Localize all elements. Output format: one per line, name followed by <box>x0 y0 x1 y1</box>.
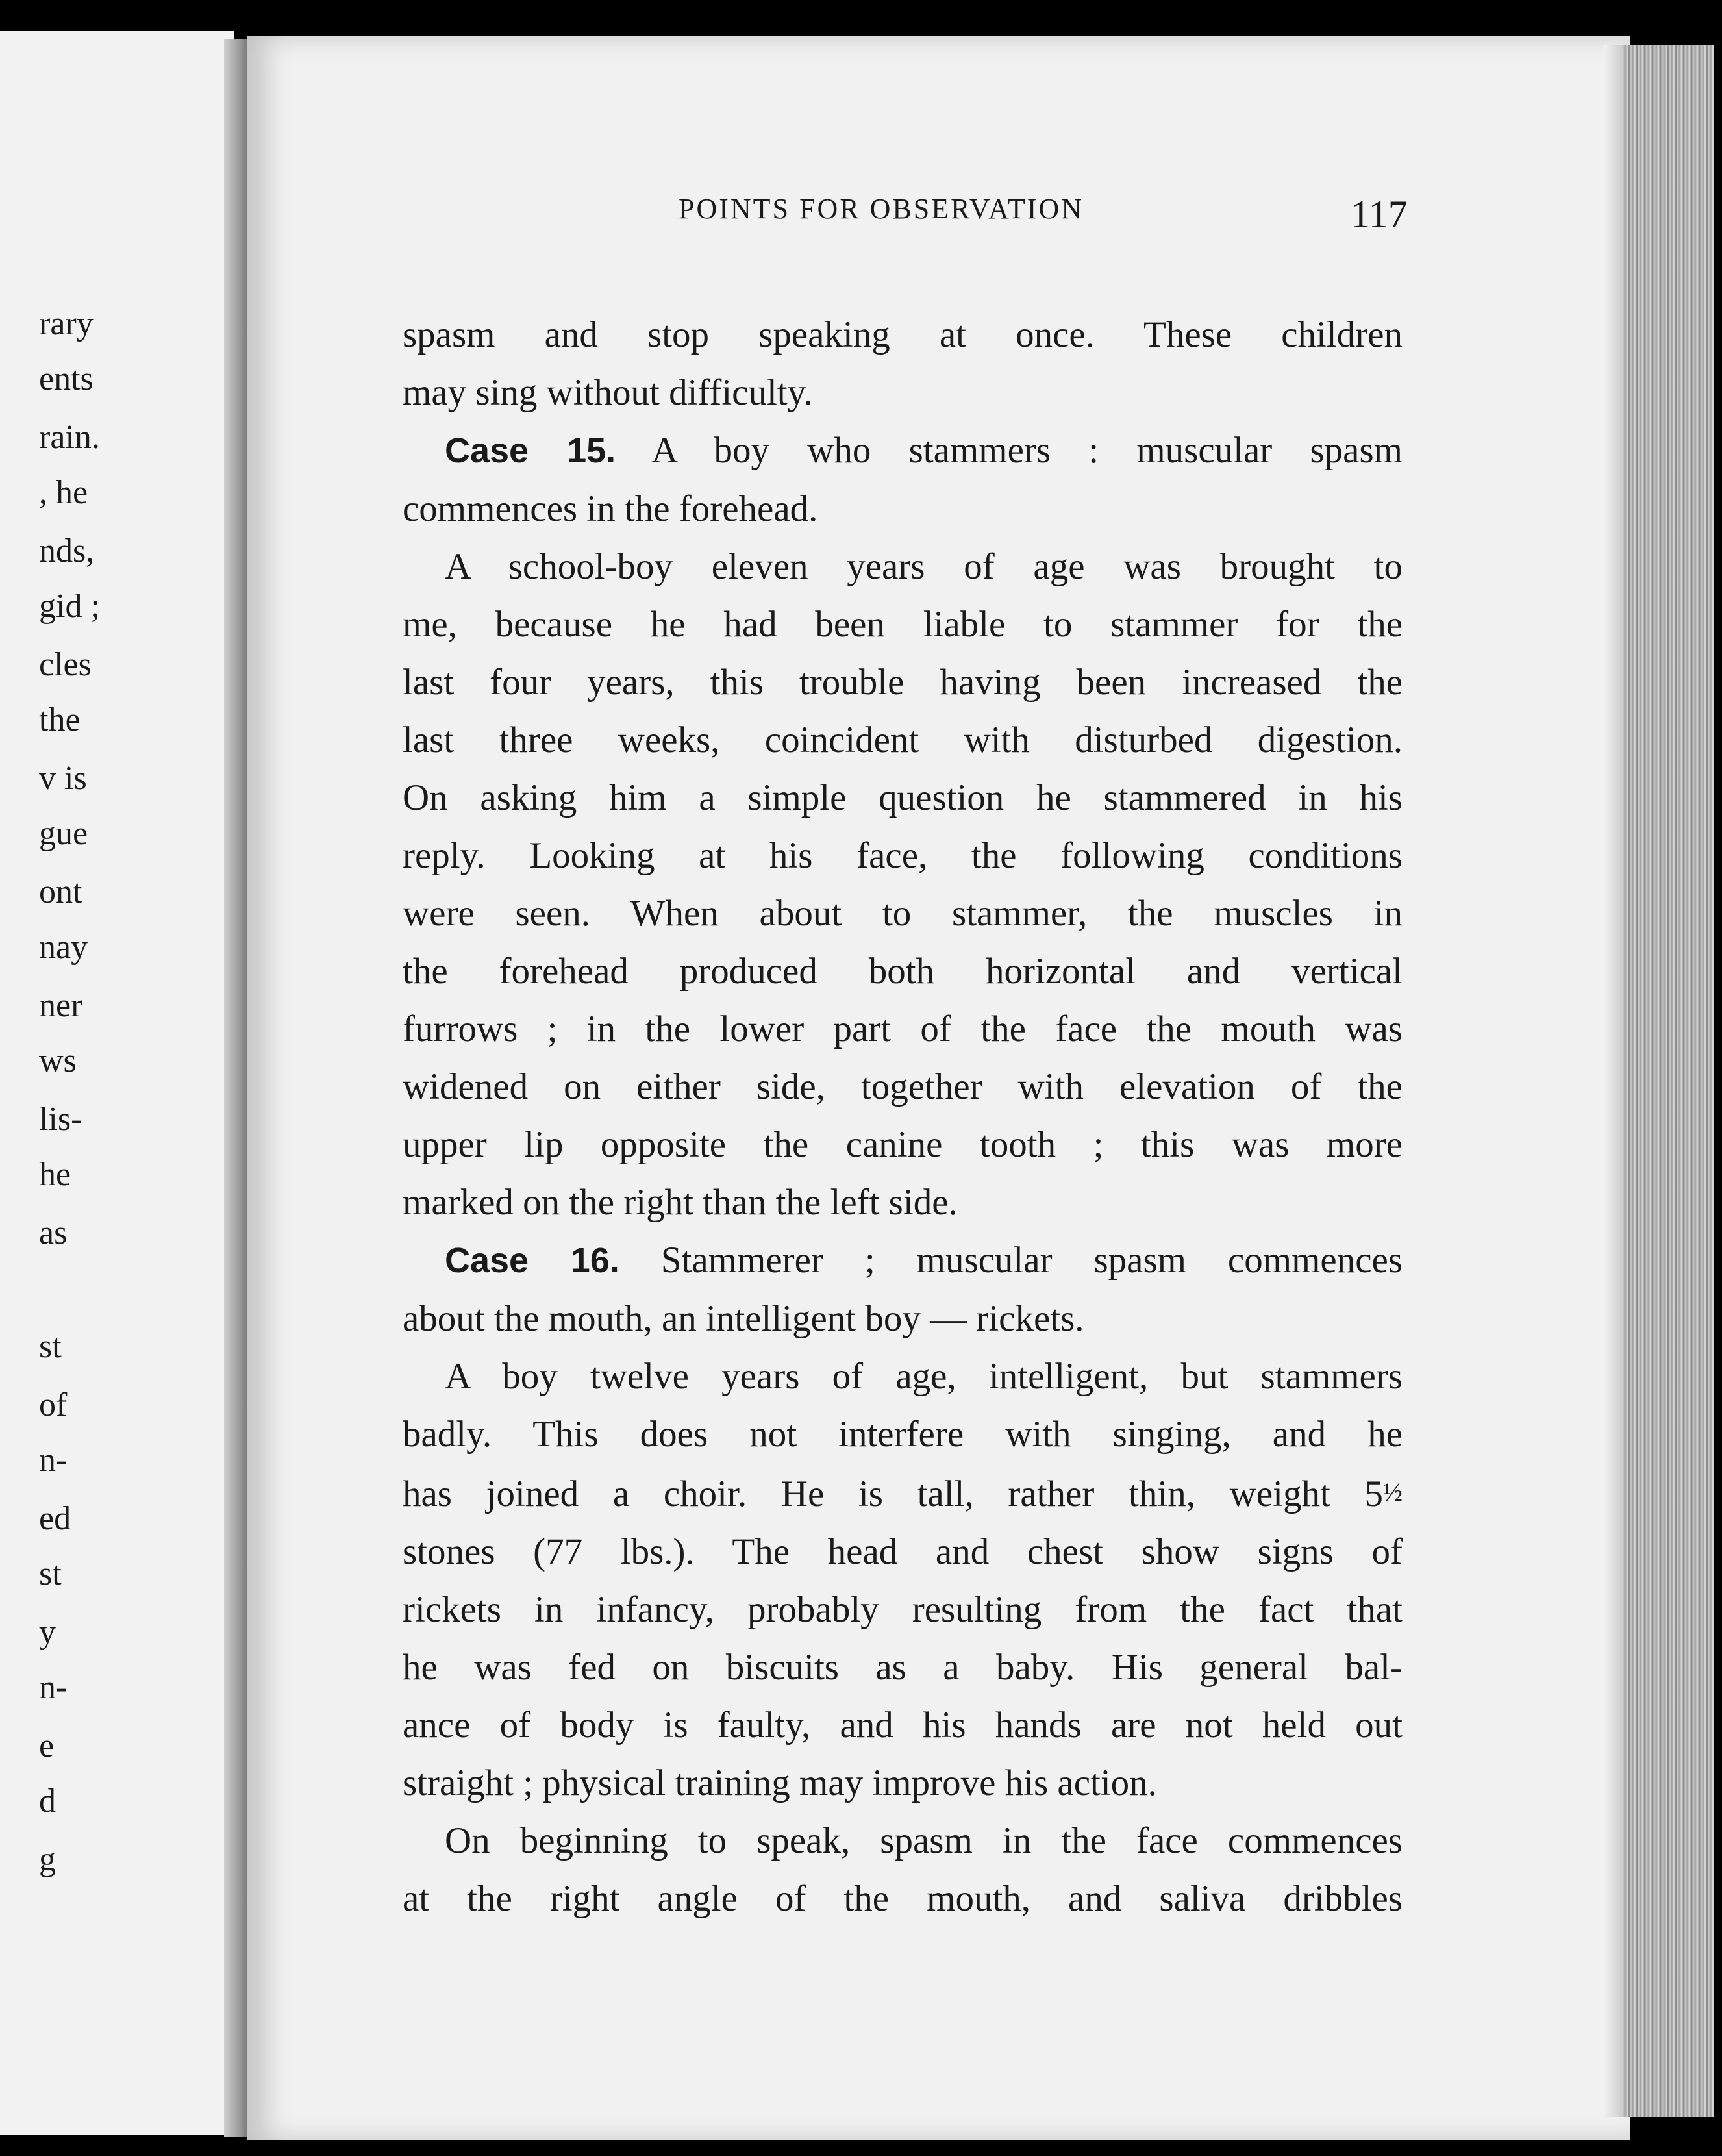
left-fragment: nds, <box>39 533 95 570</box>
right-page-text <box>247 36 1630 2140</box>
left-fragment: g <box>39 1841 56 1878</box>
left-fragment: cles <box>39 646 92 683</box>
text-line: last three weeks, coincident with disturbed digestion. <box>403 720 1403 760</box>
left-fragment: he <box>39 1156 71 1193</box>
left-fragment: d <box>39 1783 56 1820</box>
running-header: POINTS FOR OBSERVATION <box>679 193 1084 225</box>
text-line: commences in the forehead. <box>403 488 818 529</box>
text-line: On asking him a simple question he stammered in his <box>403 777 1403 818</box>
text-line: badly. This does not interfere with singing, and he <box>403 1414 1403 1455</box>
text-line: he was fed on biscuits as a baby. His general bal- <box>403 1647 1403 1688</box>
text-line: me, because he had been liable to stammer for the <box>403 604 1403 645</box>
case-16-heading <box>403 1231 1403 1290</box>
body-text <box>403 306 1403 1927</box>
text-line: rickets in infancy, probably resulting from the fact that <box>403 1589 1403 1630</box>
left-fragment: ws <box>39 1042 77 1079</box>
weight-text: has joined a choir. He is tall, rather thin, weight 5 <box>403 1473 1383 1514</box>
text-line: last four years, this trouble having been increased the <box>403 662 1403 703</box>
text-line: furrows ; in the lower part of the face the mouth was <box>403 1009 1403 1049</box>
left-fragment: ents <box>39 360 94 397</box>
left-fragment: rary <box>39 305 94 342</box>
left-fragment: as <box>39 1214 68 1251</box>
book-page-edges <box>1623 45 1714 2117</box>
left-fragment: rain. <box>39 419 100 456</box>
text-line: ance of body is faulty, and his hands are not held out <box>403 1705 1403 1746</box>
case-15-title: A boy who stammers : muscular spasm <box>651 430 1403 471</box>
text-line: A school-boy eleven years of age was brought to <box>445 546 1403 587</box>
case-16-title: Stammerer ; muscular spasm commences <box>660 1240 1403 1281</box>
left-fragment: n- <box>39 1669 68 1706</box>
text-line: straight ; physical training may improve his action. <box>403 1762 1157 1803</box>
text-line: the forehead produced both horizontal and vertical <box>403 951 1403 992</box>
left-page-text <box>0 31 234 2135</box>
text-line: widened on either side, together with elevation of the <box>403 1066 1403 1107</box>
left-fragment: st <box>39 1328 62 1365</box>
left-fragment: ont <box>39 873 82 910</box>
text-line: were seen. When about to stammer, the muscles in <box>403 893 1403 934</box>
text-line: at the right angle of the mouth, and saliva dribbles <box>403 1878 1403 1919</box>
case-15-heading <box>403 421 1403 480</box>
left-fragment: nay <box>39 929 88 966</box>
fraction-half: ½ <box>1383 1477 1403 1507</box>
right-page <box>247 36 1630 2140</box>
left-fragment: gue <box>39 815 88 852</box>
left-fragment: st <box>39 1555 62 1592</box>
left-fragment: , he <box>39 474 88 511</box>
case-15-label: Case 15. <box>445 431 616 470</box>
left-fragment: lis- <box>39 1101 82 1138</box>
text-line: upper lip opposite the canine tooth ; this was more <box>403 1124 1403 1165</box>
text-line: stones (77 lbs.). The head and chest show signs of <box>403 1531 1403 1572</box>
text-line: A boy twelve years of age, intelligent, but stammers <box>445 1356 1403 1397</box>
left-fragment: of <box>39 1386 68 1423</box>
text-line: may sing without difficulty. <box>403 372 813 413</box>
left-page <box>0 31 234 2135</box>
text-line: marked on the right than the left side. <box>403 1182 958 1223</box>
text-line-with-fraction <box>403 1463 1403 1523</box>
text-line: On beginning to speak, spasm in the face commences <box>445 1820 1403 1861</box>
left-fragment: gid ; <box>39 588 100 625</box>
text-line: about the mouth, an intelligent boy — rickets. <box>403 1298 1084 1339</box>
case-16-label: Case 16. <box>445 1241 619 1280</box>
left-fragment: y <box>39 1614 56 1651</box>
page-number: 117 <box>1351 193 1408 236</box>
text-line: reply. Looking at his face, the following conditions <box>403 835 1403 876</box>
text-line: spasm and stop speaking at once. These children <box>403 314 1403 355</box>
left-fragment: v is <box>39 760 87 797</box>
left-fragment: ner <box>39 987 82 1024</box>
left-fragment: ed <box>39 1500 71 1537</box>
left-fragment: n- <box>39 1442 68 1479</box>
left-fragment: the <box>39 701 81 738</box>
left-fragment: e <box>39 1727 55 1764</box>
